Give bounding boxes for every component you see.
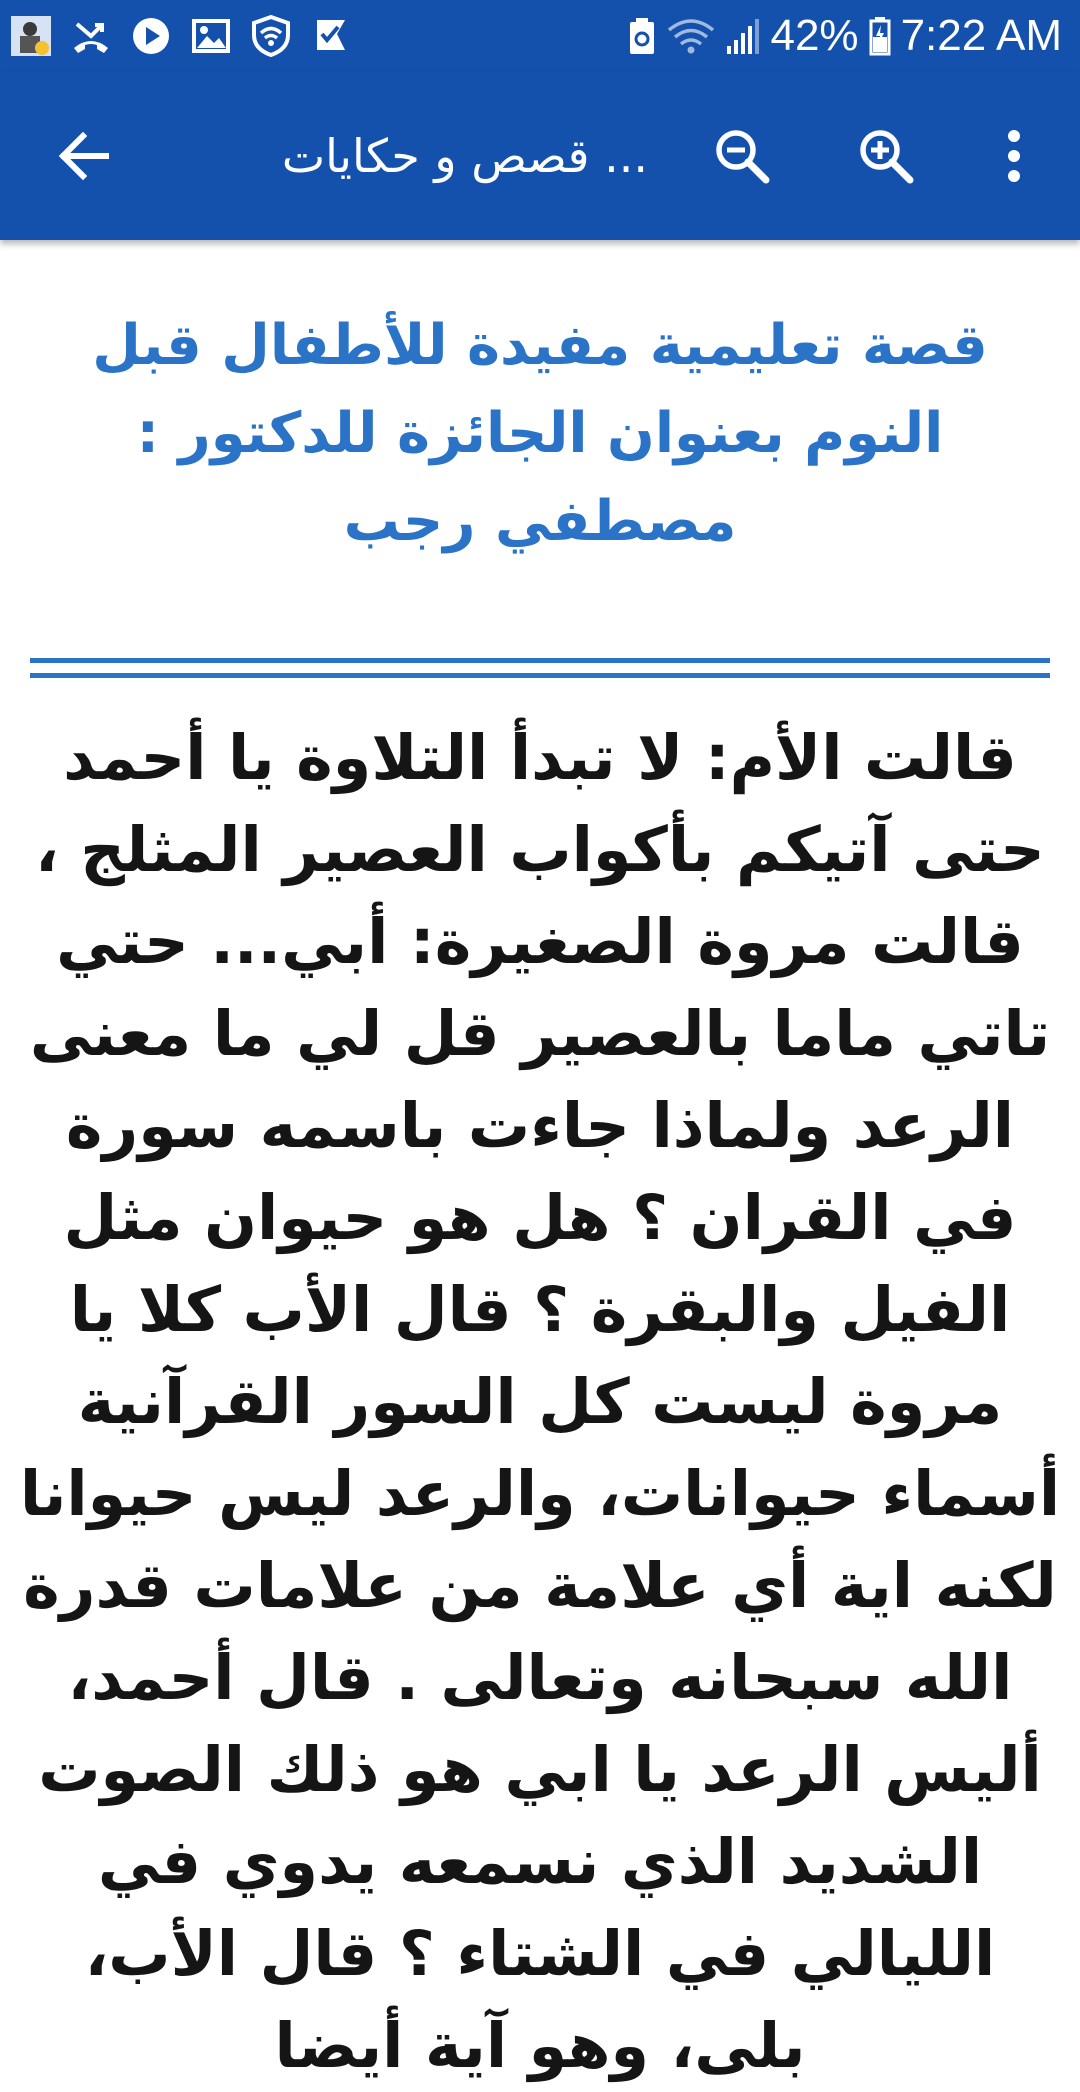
zoom-in-icon — [856, 126, 916, 186]
app-thumbnail-icon — [10, 15, 52, 57]
zoom-out-icon — [712, 126, 772, 186]
story-title: قصة تعليمية مفيدة للأطفال قبل النوم بعنوان الجائزة للدكتور : مصطفي رجب — [92, 313, 988, 554]
app-bar — [0, 72, 1080, 240]
zoom-out-button[interactable] — [692, 106, 792, 206]
shield-wifi-icon — [250, 15, 292, 57]
play-icon — [130, 15, 172, 57]
title-divider — [30, 658, 1050, 678]
app-title: قصص و حكايات ... — [281, 129, 648, 183]
battery-percent: 42% — [770, 11, 859, 60]
clock: 7:22 AM — [900, 11, 1062, 60]
recycle-clipboard-icon — [628, 16, 656, 56]
story-body: قالت الأم: لا تبدأ التلاوة يا أحمد حتى آتيكم بأكواب العصير المثلج ، قالت مروة الصغيرة: أبي... حتي تاتي ماما بالعصير قل لي ما معنى الرعد ولماذا جاءت باسمه سورة في القران ؟ هل هو حيوان مثل الفيل والبقرة ؟ قال الأب كلا يا مروة ليست كل السور القرآنية أسماء حيوانات، والرعد ليس حيوانا لكنه اية أي علامة من علامات قدرة الله سبحانه وتعالى . قال أحمد، أليس الرعد يا ابي هو ذلك الصوت الشديد الذي نسمعه يدوي في الليالي في الشتاء ؟ قال الأب، بلى، وهو آية أيضا — [19, 721, 1061, 2082]
status-bar — [0, 0, 1080, 72]
overflow-menu-button[interactable] — [964, 106, 1064, 206]
gallery-icon — [190, 15, 232, 57]
story-content[interactable] — [0, 240, 1080, 2082]
check-flag-icon — [310, 15, 352, 57]
signal-icon — [726, 16, 760, 56]
notification-icons — [10, 14, 352, 58]
more-vert-icon — [1004, 128, 1024, 184]
system-status — [628, 8, 1062, 64]
zoom-in-button[interactable] — [836, 106, 936, 206]
battery-icon — [869, 16, 891, 56]
wifi-icon — [666, 16, 716, 56]
back-button[interactable] — [34, 106, 134, 206]
missed-call-icon — [70, 15, 112, 57]
arrow-back-icon — [56, 128, 112, 184]
